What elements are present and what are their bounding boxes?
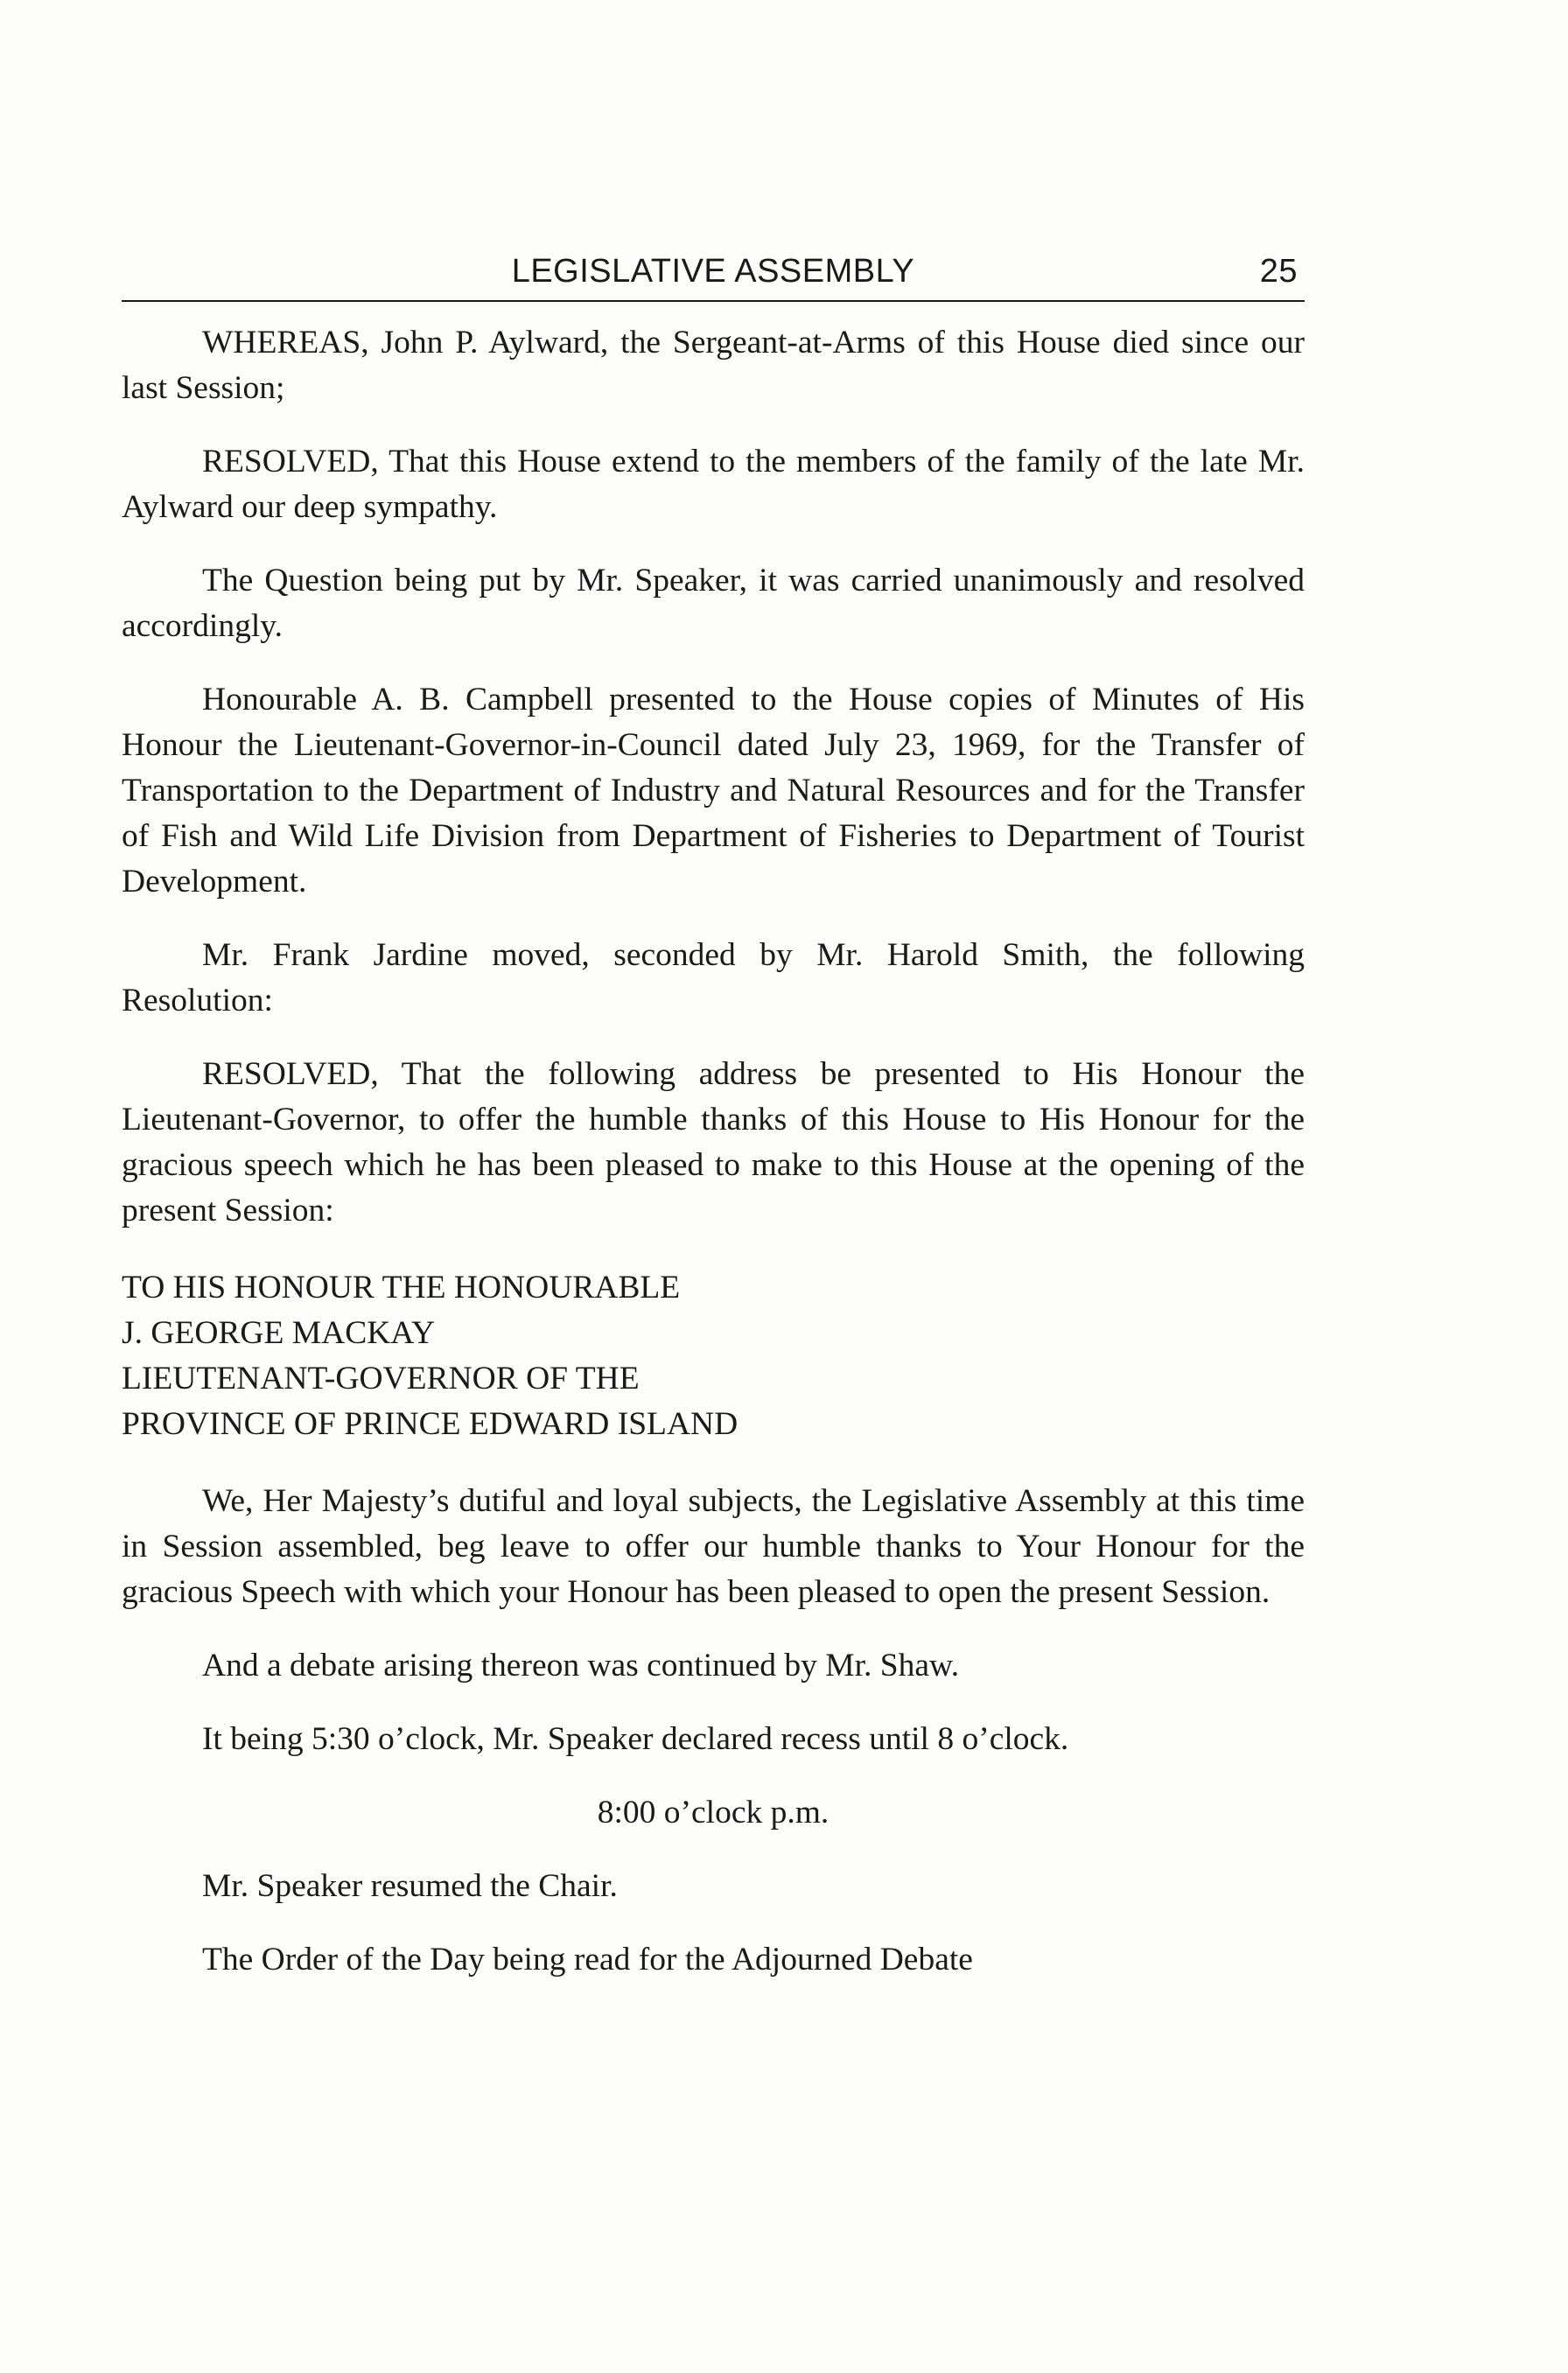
- running-title: LEGISLATIVE ASSEMBLY: [511, 253, 915, 290]
- paragraph-campbell-minutes: Honourable A. B. Campbell presented to the House copies of Minutes of His Honour the Lieutenant-Governor-in-Council dated July 23, 1969, for the Transfer of Transportation to the Department of Industry and Natural Resources and for the Transfer of Fish and Wild Life Division from Department of Fisheries to Department of Tourist Development.: [122, 682, 1305, 900]
- paragraph-question-carried: The Question being put by Mr. Speaker, it was carried unanimously and resolved accordingly.: [122, 563, 1305, 644]
- paragraph-debate-continued: And a debate arising thereon was continued by Mr. Shaw.: [202, 1648, 960, 1684]
- address-block: [122, 1265, 1305, 1447]
- paragraph-order-of-day: The Order of the Day being read for the Adjourned Debate: [202, 1942, 973, 1978]
- address-line: PROVINCE OF PRINCE EDWARD ISLAND: [122, 1406, 738, 1442]
- paragraph-jardine-moved: Mr. Frank Jardine moved, seconded by Mr. Harold Smith, the following Resolution:: [122, 937, 1305, 1018]
- address-line: J. GEORGE MACKAY: [122, 1315, 436, 1351]
- page-number: 25: [1259, 253, 1298, 290]
- running-header: [122, 249, 1305, 302]
- address-line: TO HIS HONOUR THE HONOURABLE: [122, 1270, 681, 1306]
- paragraph-resolved-address: RESOLVED, That the following address be presented to His Honour the Lieutenant-Governor, to offer the humble thanks of this House to His Honour for the gracious speech which he has been pleased to make to this House at the opening of the present Session:: [122, 1056, 1305, 1228]
- time-heading: 8:00 o’clock p.m.: [597, 1795, 830, 1830]
- text-column: [122, 249, 1305, 2011]
- address-line: LIEUTENANT-GOVERNOR OF THE: [122, 1361, 640, 1396]
- paragraph-speaker-resumed: Mr. Speaker resumed the Chair.: [202, 1868, 618, 1904]
- paragraph-whereas: WHEREAS, John P. Aylward, the Sergeant-at-Arms of this House died since our last Session;: [122, 325, 1305, 406]
- paragraph-recess: It being 5:30 o’clock, Mr. Speaker declared recess until 8 o’clock.: [202, 1721, 1069, 1757]
- paragraph-loyal-subjects: We, Her Majesty’s dutiful and loyal subjects, the Legislative Assembly at this time in Session assembled, beg leave to offer our humble thanks to Your Honour for the gracious Speech with which your Honour has been pleased to open the present Session.: [122, 1483, 1305, 1610]
- paragraph-resolved-sympathy: RESOLVED, That this House extend to the members of the family of the late Mr. Aylward our deep sympathy.: [122, 444, 1305, 525]
- page-body: [122, 302, 1305, 1983]
